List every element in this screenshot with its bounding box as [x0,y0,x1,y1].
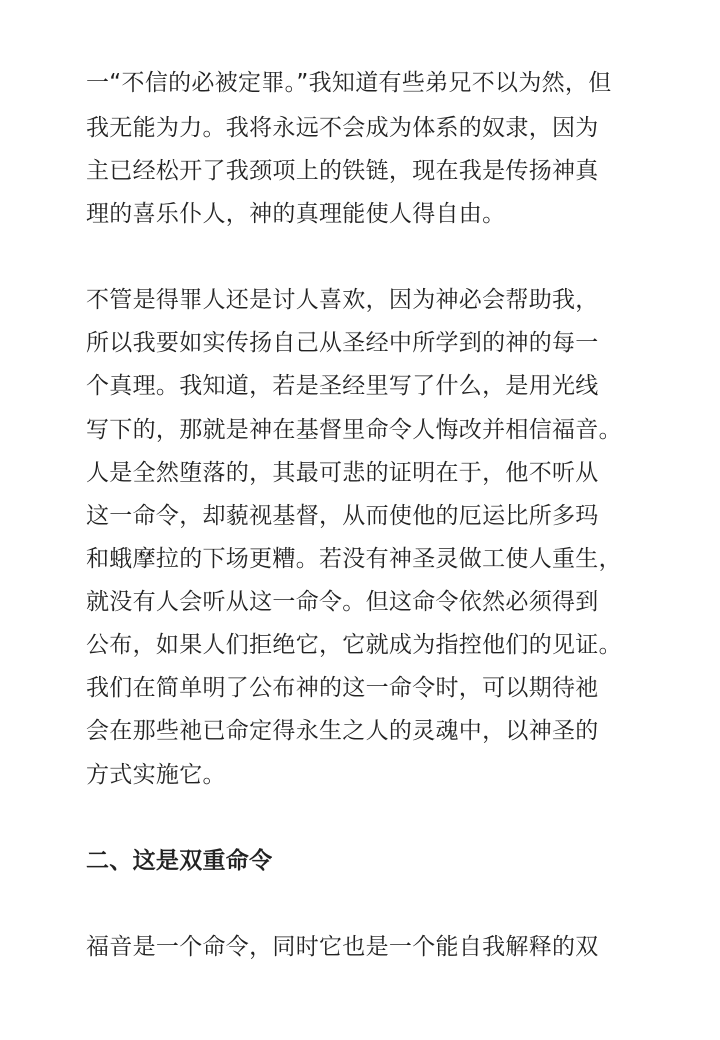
paragraph-2-line-4: 写下的，那就是神在基督里命令人悔改并相信福音。 [86,417,622,443]
paragraph-2-line-11: 会在那些祂已命定得永生之人的灵魂中，以神圣的 [86,718,599,744]
paragraph-2-line-2: 所以我要如实传扬自己从圣经中所学到的神的每一 [86,330,599,356]
paragraph-1-line-4: 理的喜乐仆人，神的真理能使人得自由。 [86,201,506,227]
paragraph-1-line-2: 我无能为力。我将永远不会成为体系的奴隶，因为 [86,115,599,141]
paragraph-3-line-1: 福音是一个命令，同时它也是一个能自我解释的双 [86,934,599,960]
paragraph-2-line-3: 个真理。我知道，若是圣经里写了什么，是用光线 [86,373,599,399]
paragraph-2-line-10: 我们在简单明了公布神的这一命令时，可以期待祂 [86,675,599,701]
paragraph-2-line-8: 就没有人会听从这一命令。但这命令依然必须得到 [86,589,599,615]
paragraph-2-line-9: 公布，如果人们拒绝它，它就成为指控他们的见证。 [86,632,622,658]
paragraph-1-line-3: 主已经松开了我颈项上的铁链，现在我是传扬神真 [86,158,599,184]
paragraph-2-line-7: 和蛾摩拉的下场更糟。若没有神圣灵做工使人重生， [86,546,622,572]
paragraph-2-line-6: 这一命令，却藐视基督，从而使他的厄运比所多玛 [86,503,599,529]
paragraph-2-line-12: 方式实施它。 [86,762,226,788]
paragraph-1-line-1: 一“不信的必被定罪。”我知道有些弟兄不以为然，但 [86,70,612,96]
paragraph-2-line-5: 人是全然堕落的，其最可悲的证明在于，他不听从 [86,460,599,486]
section-heading: 二、这是双重命令 [86,848,273,874]
paragraph-2-line-1: 不管是得罪人还是讨人喜欢，因为神必会帮助我， [86,287,599,313]
